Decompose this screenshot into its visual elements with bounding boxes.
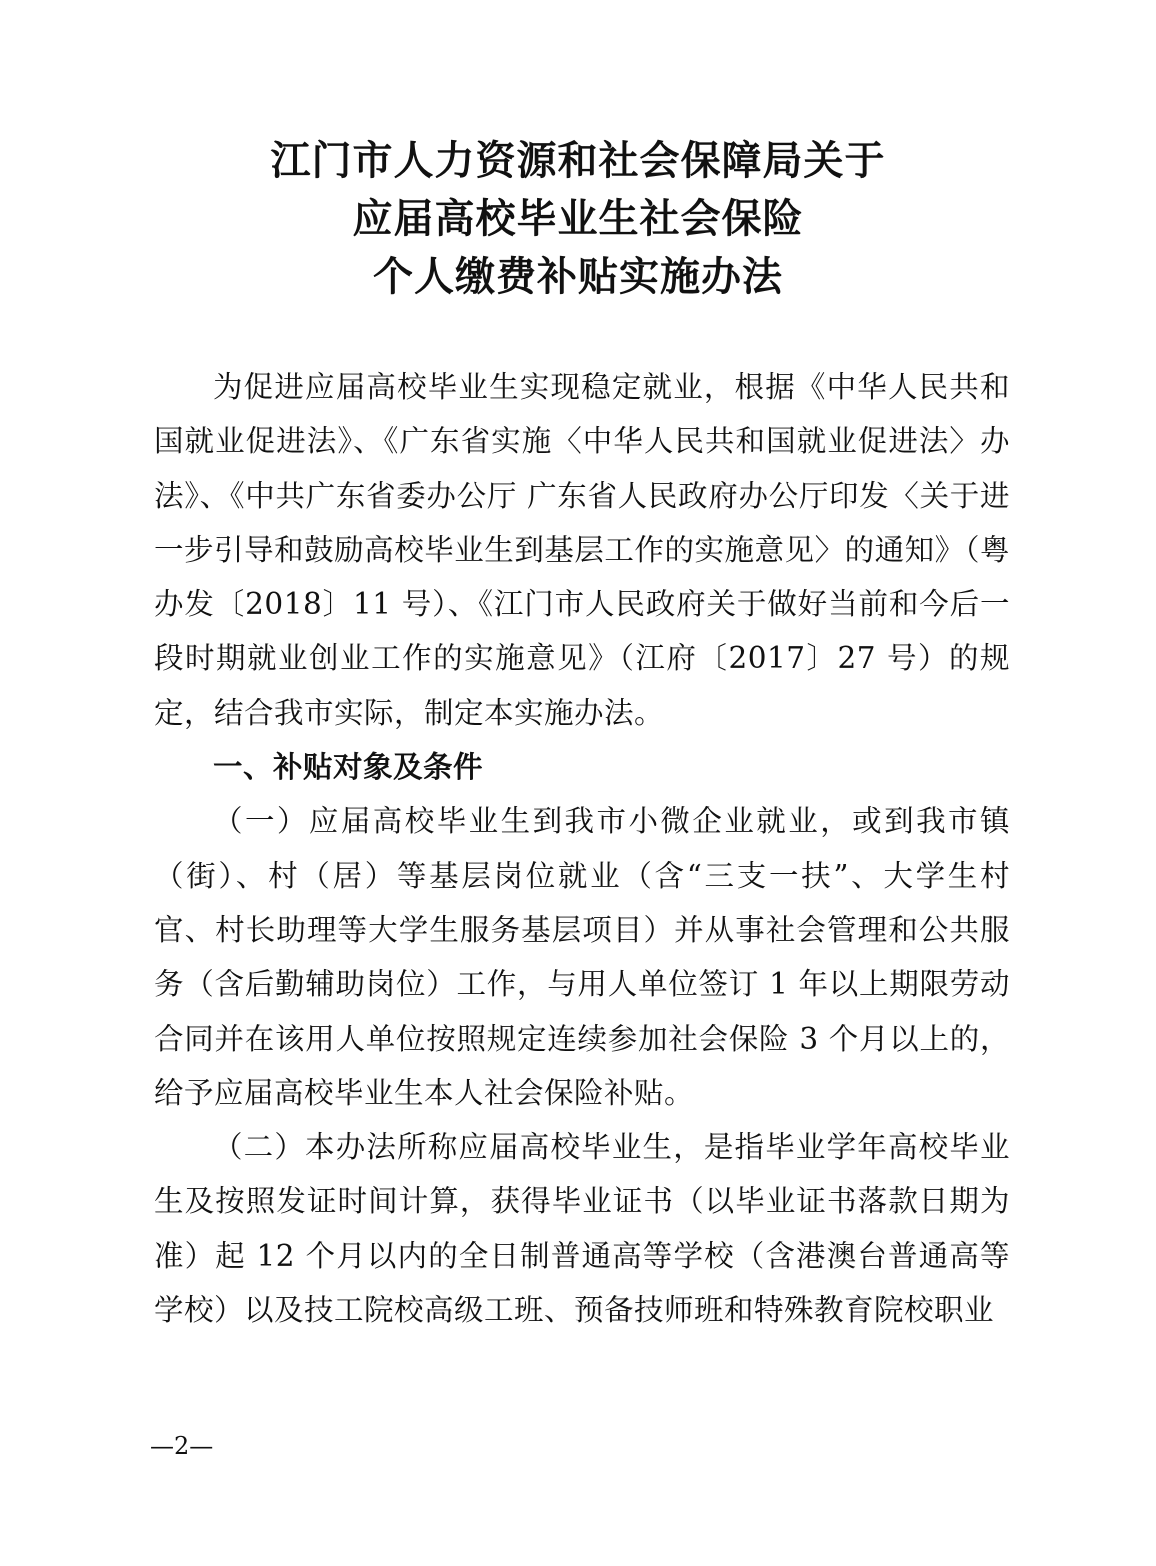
page-number: —2— [150,1432,214,1460]
intro-paragraph: 为促进应届高校毕业生实现稳定就业，根据《中华人民共和国就业促进法》、《广东省实施〈中华人民共和国就业促进法〉办法》、《中共广东省委办公厅 广东省人民政府办公厅印发〈关于进一步引导和鼓励高校毕业生到基层工作的实施意见〉的通知》（粤办发〔2018〕11 号）、《江门市人民政府关于做好当前和今后一段时期就业创业工作的实施意见》（江府〔2017〕27 号）的规定，结合我市实际，制定本实施办法。 [154,370,1010,730]
title-line-3: 个人缴费补贴实施办法 [373,254,783,300]
section-item-2: （二）本办法所称应届高校毕业生，是指毕业学年高校毕业生及按照发证时间计算，获得毕业证书（以毕业证书落款日期为准）起 12 个月以内的全日制普通高等学校（含港澳台普通高等学校）以及技工院校高级工班、预备技师班和特殊教育院校职业 [154,1130,1010,1328]
document-title [0,132,1156,306]
title-line-1: 江门市人力资源和社会保障局关于 [270,138,886,184]
section-item-1: （一）应届高校毕业生到我市小微企业就业，或到我市镇（街）、村（居）等基层岗位就业（含“三支一扶”、大学生村官、村长助理等大学生服务基层项目）并从事社会管理和公共服务（含后勤辅助岗位）工作，与用人单位签订 1 年以上期限劳动合同并在该用人单位按照规定连续参加社会保险 3 个月以上的，给予应届高校毕业生本人社会保险补贴。 [154,804,1010,1110]
title-line-2: 应届高校毕业生社会保险 [352,196,804,242]
section-heading-1: 一、补贴对象及条件 [213,750,484,785]
document-body [154,360,1010,1337]
